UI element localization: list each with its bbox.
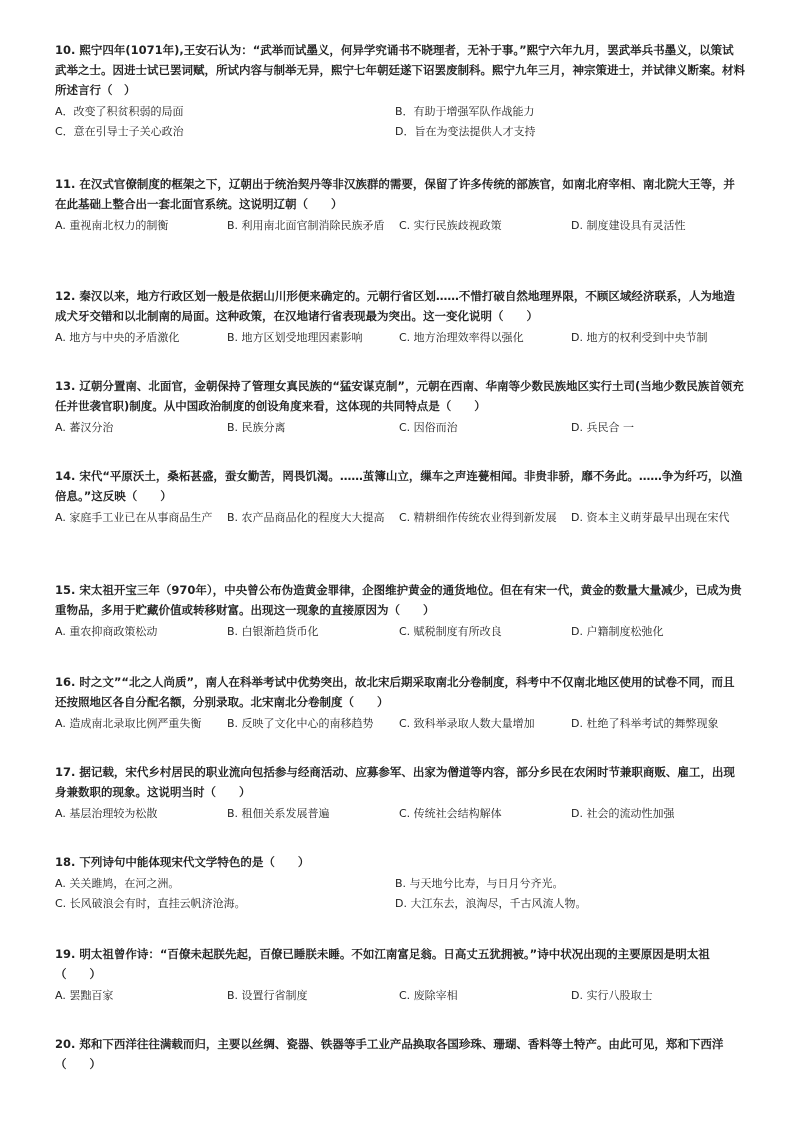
question-13: [55, 376, 745, 438]
option-b[interactable]: B. 民族分离: [227, 421, 286, 434]
option-b[interactable]: B. 设置行省制度: [227, 989, 308, 1002]
question-17: [55, 762, 745, 824]
question-15: [55, 580, 745, 642]
option-c[interactable]: C. 致科举录取人数大量增加: [399, 717, 535, 730]
question-14: [55, 466, 745, 528]
option-d[interactable]: D. 杜绝了科举考试的舞弊现象: [571, 717, 719, 730]
option-d[interactable]: D. 实行八股取士: [571, 989, 653, 1002]
question-stem: 11. 在汉式官僚制度的框架之下，辽朝出于统治契丹等非汉族群的需要，保留了许多传统的部族官，如南北府宰相、南北院大王等，并在此基础上整合出一套北面官系统。这说明辽朝（ ）: [55, 177, 735, 211]
options: [55, 714, 745, 734]
option-a[interactable]: A．改变了积贫积弱的局面: [55, 105, 184, 118]
option-a[interactable]: A. 重视南北权力的制衡: [55, 219, 169, 232]
question-stem: 13. 辽朝分置南、北面官，金朝保持了管理女真民族的“猛安谋克制”，元朝在西南、华南等少数民族地区实行土司(当地少数民族首领充任并世袭官职)制度。从中国政治制度的创设角度来看，这体现的共同特点是（ ）: [55, 379, 744, 413]
option-b[interactable]: B. 农产品商品化的程度大大提高: [227, 511, 385, 524]
question-stem: 19. 明太祖曾作诗：“百僚未起朕先起，百僚已睡朕未睡。不如江南富足翁。日高丈五犹拥被。”诗中状况出现的主要原因是明太祖（ ）: [55, 947, 710, 981]
options: [55, 622, 745, 642]
option-d[interactable]: D. 资本主义萌芽最早出现在宋代: [571, 511, 730, 524]
option-d[interactable]: D．旨在为变法提供人才支持: [395, 125, 536, 138]
question-stem: 16. 时之文”“北之人尚质”，南人在科举考试中优势突出，故北宋后期采取南北分卷制度，科考中不仅南北地区使用的试卷不同，而且还按照地区各自分配名额，分别录取。北宋南北分卷制度（ ）: [55, 675, 735, 709]
question-stem: 14. 宋代“平原沃土，桑柘甚盛，蚕女勤苦，罔畏饥渴。……茧簿山立，缫车之声连甍相闻。非贵非骄，靡不务此。……争为纤巧，以渔倍息。”这反映（ ）: [55, 469, 743, 503]
question-10: [55, 40, 745, 142]
option-c[interactable]: C. 地方治理效率得以强化: [399, 331, 524, 344]
options: [55, 874, 745, 914]
option-d[interactable]: D. 制度建设具有灵活性: [571, 219, 686, 232]
options: [55, 804, 745, 824]
options: [55, 508, 745, 528]
option-a[interactable]: A. 关关雎鸠，在河之洲。: [55, 877, 180, 890]
options: [55, 418, 745, 438]
option-b[interactable]: B. 白银渐趋货币化: [227, 625, 319, 638]
question-stem: 15. 宋太祖开宝三年（970年），中央曾公布伪造黄金罪律，企图维护黄金的通货地位。但在有宋一代，黄金的数量大量减少，已成为贵重物品，多用于贮藏价值或转移财富。出现这一现象的直接原因为（ ）: [55, 583, 742, 617]
question-stem: 12. 秦汉以来，地方行政区划一般是依据山川形便来确定的。元朝行省区划……不惜打破自然地理界限，不顾区域经济联系，人为地造成犬牙交错和以北制南的局面。这种政策，在汉地诸行省表现最为突出。这一变化说明（ ）: [55, 289, 735, 323]
options: [55, 328, 745, 348]
question-stem: 20. 郑和下西洋往往满载而归，主要以丝绸、瓷器、铁器等手工业产品换取各国珍珠、珊瑚、香料等土特产。由此可见，郑和下西洋（ ）: [55, 1037, 724, 1071]
options: [55, 102, 745, 142]
option-c[interactable]: C. 赋税制度有所改良: [399, 625, 502, 638]
question-16: [55, 672, 745, 734]
option-b[interactable]: B. 地方区划受地理因素影响: [227, 331, 363, 344]
option-d[interactable]: D. 大江东去，浪淘尽，千古风流人物。: [395, 897, 587, 910]
option-b[interactable]: B. 与天地兮比寿，与日月兮齐光。: [395, 877, 564, 890]
question-stem: 10. 熙宁四年(1071年),王安石认为：“武举而试墨义，何异学究诵书不晓理者，无补于事。”熙宁六年九月，罢武举兵书墨义，以策试武举之士。因进士试已罢词赋，所试内容与制举无异，熙宁七年朝廷遂下诏罢废制科。熙宁九年三月，神宗策进士，并试律义断案。材料所述言行（ ）: [55, 43, 745, 97]
option-b[interactable]: B. 反映了文化中心的南移趋势: [227, 717, 374, 730]
option-b[interactable]: B. 利用南北面官制消除民族矛盾: [227, 219, 385, 232]
option-c[interactable]: C. 废除宰相: [399, 989, 458, 1002]
option-a[interactable]: A. 罢黜百家: [55, 989, 114, 1002]
option-d[interactable]: D. 户籍制度松弛化: [571, 625, 664, 638]
options: [55, 216, 745, 236]
option-a[interactable]: A. 家庭手工业已在从事商品生产: [55, 511, 213, 524]
question-stem: 17. 据记载，宋代乡村居民的职业流向包括参与经商活动、应募参军、出家为僧道等内容，部分乡民在农闲时节兼职商贩、雇工，出现身兼数职的现象。这说明当时（ ）: [55, 765, 735, 799]
option-c[interactable]: C. 精耕细作传统农业得到新发展: [399, 511, 557, 524]
option-a[interactable]: A. 重农抑商政策松动: [55, 625, 158, 638]
question-19: [55, 944, 745, 1006]
option-a[interactable]: A. 基层治理较为松散: [55, 807, 158, 820]
option-c[interactable]: C. 传统社会结构解体: [399, 807, 502, 820]
option-d[interactable]: D. 社会的流动性加强: [571, 807, 675, 820]
question-18: [55, 852, 745, 914]
option-b[interactable]: B．有助于增强军队作战能力: [395, 105, 535, 118]
option-c[interactable]: C. 实行民族歧视政策: [399, 219, 502, 232]
question-11: [55, 174, 745, 236]
option-d[interactable]: D. 兵民合 一: [571, 421, 634, 434]
options: [55, 986, 745, 1006]
option-d[interactable]: D. 地方的权利受到中央节制: [571, 331, 708, 344]
question-12: [55, 286, 745, 348]
question-20: [55, 1034, 745, 1074]
question-stem: 18. 下列诗句中能体现宋代文学特色的是（ ）: [55, 855, 310, 869]
option-a[interactable]: A. 蕃汉分治: [55, 421, 114, 434]
option-a[interactable]: A. 地方与中央的矛盾激化: [55, 331, 180, 344]
option-b[interactable]: B. 租佃关系发展普遍: [227, 807, 330, 820]
option-a[interactable]: A. 造成南北录取比例严重失衡: [55, 717, 202, 730]
option-c[interactable]: C. 因俗而治: [399, 421, 458, 434]
option-c[interactable]: C. 长风破浪会有时，直挂云帆济沧海。: [55, 897, 246, 910]
option-c[interactable]: C．意在引导士子关心政治: [55, 125, 184, 138]
